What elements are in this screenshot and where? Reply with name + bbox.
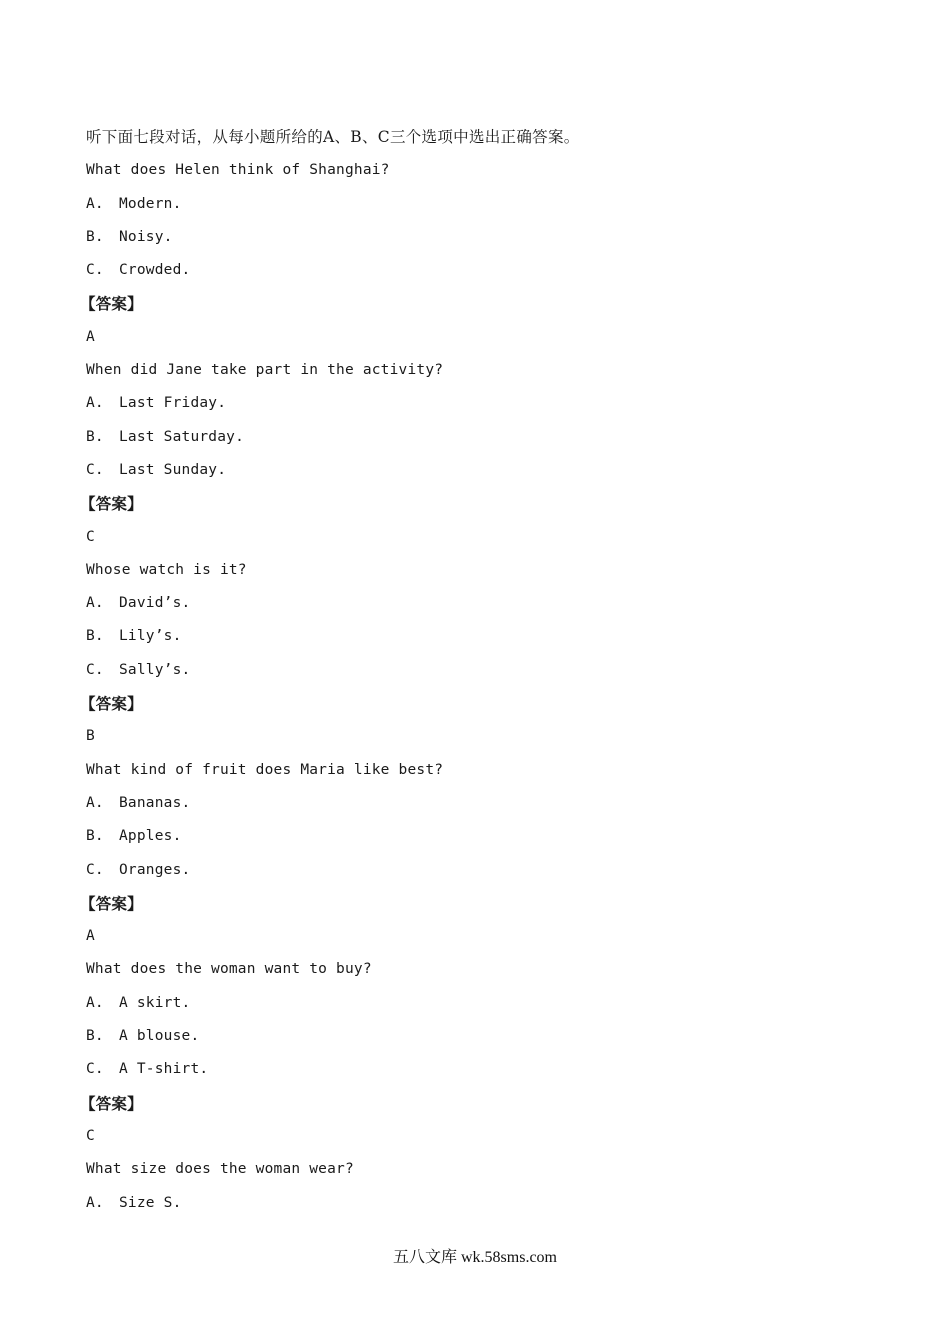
option-letter: A. xyxy=(86,595,104,612)
option-item xyxy=(86,987,866,1020)
question-text: When did Jane take part in the activity? xyxy=(86,362,444,379)
answer-label: 【答案】 xyxy=(80,1093,143,1113)
question-block xyxy=(80,354,866,554)
option-letter: C. xyxy=(86,861,104,878)
option-letter: B. xyxy=(86,428,104,445)
option-letter: B. xyxy=(86,628,104,645)
answer-label: 【答案】 xyxy=(80,694,143,714)
option-item xyxy=(86,454,866,487)
option-letter: A. xyxy=(86,994,104,1011)
option-text: Modern. xyxy=(119,195,182,212)
answer-label: 【答案】 xyxy=(80,494,143,514)
option-text: Last Sunday. xyxy=(119,461,227,478)
option-item xyxy=(86,654,866,687)
option-text: Bananas. xyxy=(119,794,191,811)
option-text: Size S. xyxy=(119,1194,182,1211)
option-letter: B. xyxy=(86,228,104,245)
option-letter: A. xyxy=(86,1194,104,1211)
option-letter: C. xyxy=(86,1061,104,1078)
question-list xyxy=(80,154,866,1220)
option-text: Apples. xyxy=(119,828,182,845)
option-letter: C. xyxy=(86,661,104,678)
answer-value: A xyxy=(86,928,95,945)
option-item xyxy=(86,820,866,853)
option-item xyxy=(86,221,866,254)
answer-label: 【答案】 xyxy=(80,893,143,913)
question-text: What size does the woman wear? xyxy=(86,1161,354,1178)
option-item xyxy=(86,787,866,820)
question-text: Whose watch is it? xyxy=(86,561,247,578)
option-letter: A. xyxy=(86,195,104,212)
question-block xyxy=(80,554,866,754)
option-item xyxy=(86,1187,866,1220)
option-text: Noisy. xyxy=(119,228,173,245)
option-item xyxy=(86,1020,866,1053)
footer-watermark: 五八文库 wk.58sms.com xyxy=(392,1249,557,1266)
option-text: A blouse. xyxy=(119,1028,200,1045)
option-letter: A. xyxy=(86,395,104,412)
option-text: David’s. xyxy=(119,595,191,612)
option-item xyxy=(86,620,866,653)
question-block xyxy=(80,953,866,1153)
option-item xyxy=(86,587,866,620)
question-text: What kind of fruit does Maria like best? xyxy=(86,761,444,778)
question-block xyxy=(80,154,866,354)
question-text: What does Helen think of Shanghai? xyxy=(86,162,390,179)
option-text: Crowded. xyxy=(119,262,191,279)
option-text: Sally’s. xyxy=(119,661,191,678)
option-item xyxy=(86,387,866,420)
option-text: A skirt. xyxy=(119,994,191,1011)
instruction-text: 听下面七段对话，从每小题所给的A、B、C三个选项中选出正确答案。 xyxy=(86,128,580,146)
option-letter: C. xyxy=(86,262,104,279)
option-item xyxy=(86,254,866,287)
option-letter: B. xyxy=(86,828,104,845)
answer-value: C xyxy=(86,528,95,545)
option-text: A T-shirt. xyxy=(119,1061,209,1078)
option-text: Last Saturday. xyxy=(119,428,245,445)
option-item xyxy=(86,421,866,454)
option-letter: C. xyxy=(86,461,104,478)
option-item xyxy=(86,1053,866,1086)
option-text: Lily’s. xyxy=(119,628,182,645)
question-block xyxy=(80,754,866,954)
option-letter: A. xyxy=(86,794,104,811)
option-letter: B. xyxy=(86,1028,104,1045)
option-item xyxy=(86,854,866,887)
answer-value: A xyxy=(86,328,95,345)
option-text: Oranges. xyxy=(119,861,191,878)
question-text: What does the woman want to buy? xyxy=(86,961,372,978)
answer-value: B xyxy=(86,728,95,745)
question-block xyxy=(86,1153,866,1220)
answer-label: 【答案】 xyxy=(80,294,143,314)
option-text: Last Friday. xyxy=(119,395,227,412)
document-body xyxy=(80,121,866,1220)
answer-value: C xyxy=(86,1127,95,1144)
option-item xyxy=(86,188,866,221)
